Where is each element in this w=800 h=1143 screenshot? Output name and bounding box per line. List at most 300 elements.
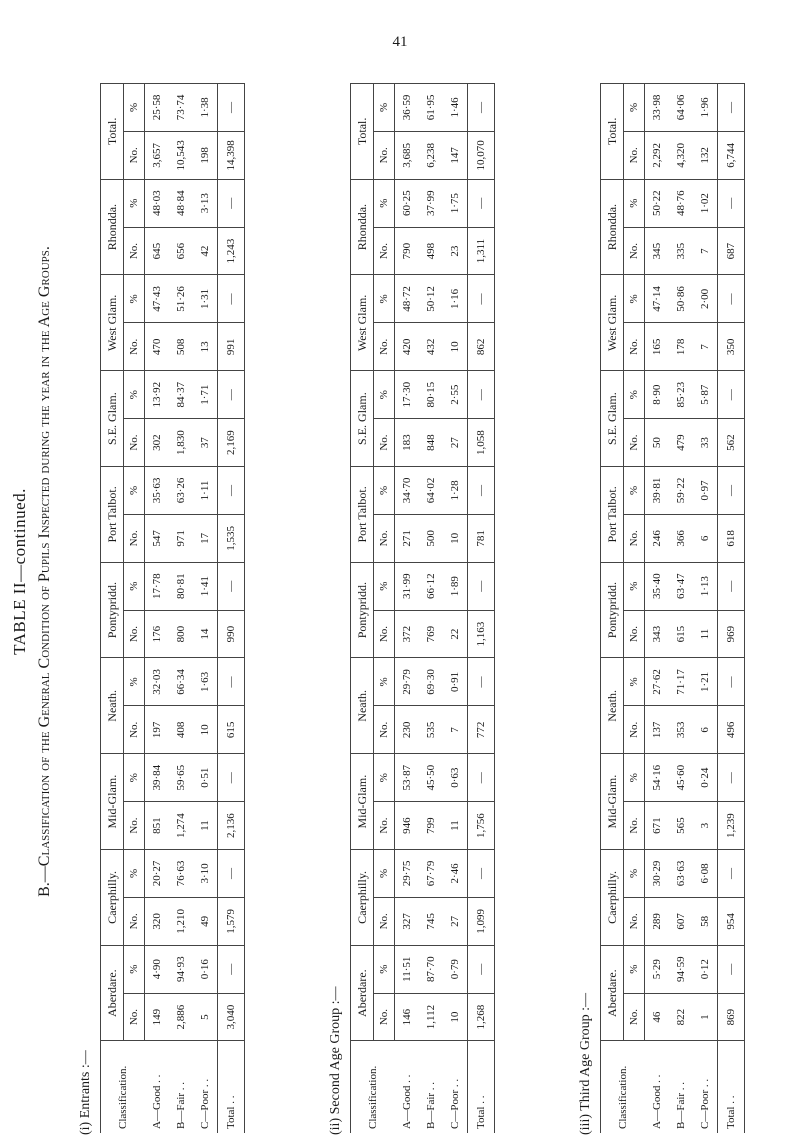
table-cell: 33·98	[645, 84, 670, 132]
table-cell: 197	[145, 706, 170, 754]
table-cell: 1,058	[468, 419, 495, 467]
row-label: C—Poor . .	[693, 1041, 718, 1133]
table-cell: 27	[443, 419, 468, 467]
table-row	[669, 84, 693, 1134]
group-header: S.E. Glam.	[351, 371, 374, 467]
percent-header: %	[624, 562, 645, 610]
table-cell: 607	[669, 897, 693, 945]
table-cell: 69·30	[419, 658, 443, 706]
table-cell: 61·95	[419, 84, 443, 132]
row-label: C—Poor . .	[193, 1041, 218, 1133]
table-cell: 1·31	[193, 275, 218, 323]
table-cell: 36·59	[395, 84, 420, 132]
table-cell: 66·12	[419, 562, 443, 610]
percent-header: %	[374, 945, 395, 993]
table-cell: 42	[193, 227, 218, 275]
table-cell: 10,543	[169, 131, 193, 179]
table-cell: —	[218, 562, 245, 610]
table-cell: —	[468, 658, 495, 706]
table-cell: 3·13	[193, 179, 218, 227]
table-cell: 4·90	[145, 945, 170, 993]
percent-header: %	[374, 562, 395, 610]
table-cell: 59·65	[169, 754, 193, 802]
group-header: Neath.	[351, 658, 374, 754]
table-cell: 1·46	[443, 84, 468, 132]
table-cell: —	[718, 467, 745, 515]
table-cell: 0·24	[693, 754, 718, 802]
table-cell: —	[718, 850, 745, 898]
table-row	[693, 84, 718, 1134]
table-cell: 14	[193, 610, 218, 658]
percent-header: %	[124, 850, 145, 898]
table-cell: —	[218, 275, 245, 323]
table-cell: 80·15	[419, 371, 443, 419]
table-cell: 547	[145, 514, 170, 562]
table-cell: 0·63	[443, 754, 468, 802]
table-cell: 20·27	[145, 850, 170, 898]
table-cell: 76·63	[169, 850, 193, 898]
no-header: No.	[124, 131, 145, 179]
table-cell: 246	[645, 514, 670, 562]
table-cell: 6	[693, 706, 718, 754]
table-cell: 343	[645, 610, 670, 658]
table-cell: 1,311	[468, 227, 495, 275]
row-label: A—Good . .	[645, 1041, 670, 1133]
table-cell: —	[468, 850, 495, 898]
table-cell: 1,210	[169, 897, 193, 945]
table-cell: 50·12	[419, 275, 443, 323]
group-header: Neath.	[601, 658, 624, 754]
table-cell: 656	[169, 227, 193, 275]
percent-header: %	[374, 658, 395, 706]
group-header: Rhondda.	[351, 179, 374, 275]
table-cell: 23	[443, 227, 468, 275]
table-cell: 1·63	[193, 658, 218, 706]
table-cell: —	[218, 467, 245, 515]
table-cell: 565	[669, 802, 693, 850]
table-cell: 54·16	[645, 754, 670, 802]
table-cell: 10	[443, 514, 468, 562]
table-cell: 198	[193, 131, 218, 179]
table-cell: —	[218, 754, 245, 802]
table-cell: 29·75	[395, 850, 420, 898]
percent-header: %	[624, 945, 645, 993]
table-cell: 1·28	[443, 467, 468, 515]
table-row	[645, 84, 670, 1134]
table-cell: 971	[169, 514, 193, 562]
group-header: Caerphilly.	[351, 850, 374, 946]
percent-header: %	[374, 84, 395, 132]
table-cell: 48·03	[145, 179, 170, 227]
table-row	[218, 84, 245, 1134]
table-cell: 327	[395, 897, 420, 945]
table-cell: 37	[193, 419, 218, 467]
condition-table	[350, 83, 495, 1133]
table-cell: 2,169	[218, 419, 245, 467]
table-cell: 954	[718, 897, 745, 945]
table-cell: 479	[669, 419, 693, 467]
no-header: No.	[374, 802, 395, 850]
table-cell: 14,398	[218, 131, 245, 179]
table-cell: —	[718, 84, 745, 132]
table-cell: 1·75	[443, 179, 468, 227]
table-cell: 176	[145, 610, 170, 658]
table-cell: 0·97	[693, 467, 718, 515]
row-label: B—Fair . .	[419, 1041, 443, 1133]
table-cell: 2,136	[218, 802, 245, 850]
table-cell: 1	[693, 993, 718, 1041]
percent-header: %	[124, 371, 145, 419]
table-row	[419, 84, 443, 1134]
group-header: Total.	[351, 84, 374, 180]
group-header: Port Talbot.	[101, 467, 124, 563]
percent-header: %	[624, 467, 645, 515]
table-cell: 353	[669, 706, 693, 754]
table-cell: 31·99	[395, 562, 420, 610]
table-cell: 45·60	[669, 754, 693, 802]
no-header: No.	[374, 419, 395, 467]
no-header: No.	[624, 610, 645, 658]
table-cell: —	[718, 275, 745, 323]
percent-header: %	[624, 371, 645, 419]
group-header: West Glam.	[101, 275, 124, 371]
table-cell: 0·51	[193, 754, 218, 802]
percent-header: %	[374, 275, 395, 323]
table-cell: 80·81	[169, 562, 193, 610]
table-cell: 6	[693, 514, 718, 562]
table-cell: —	[218, 658, 245, 706]
percent-header: %	[124, 84, 145, 132]
group-header: West Glam.	[351, 275, 374, 371]
table-cell: 645	[145, 227, 170, 275]
table-cell: 615	[218, 706, 245, 754]
table-cell: 132	[693, 131, 718, 179]
table-cell: 58	[693, 897, 718, 945]
table-cell: 94·93	[169, 945, 193, 993]
table-cell: 3	[693, 802, 718, 850]
table-cell: 17	[193, 514, 218, 562]
table-cell: —	[468, 467, 495, 515]
table-cell: 147	[443, 131, 468, 179]
table-cell: 73·74	[169, 84, 193, 132]
table-cell: —	[718, 754, 745, 802]
row-label: A—Good . .	[145, 1041, 170, 1133]
table-cell: 1,239	[718, 802, 745, 850]
percent-header: %	[124, 945, 145, 993]
no-header: No.	[374, 323, 395, 371]
row-label: A—Good . .	[395, 1041, 420, 1133]
table-cell: 1,112	[419, 993, 443, 1041]
table-cell: 2,292	[645, 131, 670, 179]
group-header: S.E. Glam.	[601, 371, 624, 467]
classification-header: Classification.	[351, 1041, 395, 1133]
table-row	[468, 84, 495, 1134]
table-row	[443, 84, 468, 1134]
table-cell: 137	[645, 706, 670, 754]
group-header: Port Talbot.	[351, 467, 374, 563]
percent-header: %	[374, 754, 395, 802]
table-cell: 3,685	[395, 131, 420, 179]
no-header: No.	[374, 897, 395, 945]
no-header: No.	[374, 514, 395, 562]
table-cell: 745	[419, 897, 443, 945]
table-cell: 289	[645, 897, 670, 945]
table-cell: 71·17	[669, 658, 693, 706]
table-cell: 29·79	[395, 658, 420, 706]
table-cell: 63·47	[669, 562, 693, 610]
table-cell: 32·03	[145, 658, 170, 706]
table-cell: 372	[395, 610, 420, 658]
table-cell: 1·41	[193, 562, 218, 610]
table-cell: 302	[145, 419, 170, 467]
table-cell: 5·87	[693, 371, 718, 419]
row-label: B—Fair . .	[669, 1041, 693, 1133]
table-cell: 0·12	[693, 945, 718, 993]
table-cell: 271	[395, 514, 420, 562]
table-cell: 1·16	[443, 275, 468, 323]
table-cell: 946	[395, 802, 420, 850]
table-cell: 1,535	[218, 514, 245, 562]
table-cell: 35·63	[145, 467, 170, 515]
group-header: S.E. Glam.	[101, 371, 124, 467]
table-cell: 183	[395, 419, 420, 467]
no-header: No.	[624, 419, 645, 467]
table-cell: 94·59	[669, 945, 693, 993]
percent-header: %	[624, 179, 645, 227]
no-header: No.	[624, 897, 645, 945]
table-cell: —	[468, 562, 495, 610]
table-cell: 2·00	[693, 275, 718, 323]
table-cell: 345	[645, 227, 670, 275]
table-cell: 63·63	[669, 850, 693, 898]
table-cell: —	[468, 371, 495, 419]
group-header: Mid-Glam.	[101, 754, 124, 850]
table-cell: 320	[145, 897, 170, 945]
table-cell: 799	[419, 802, 443, 850]
table-cell: —	[718, 562, 745, 610]
table-row	[145, 84, 170, 1134]
no-header: No.	[624, 227, 645, 275]
group-header: Total.	[601, 84, 624, 180]
group-header: Caerphilly.	[101, 850, 124, 946]
group-header: Pontypridd.	[101, 562, 124, 658]
table-cell: 0·16	[193, 945, 218, 993]
no-header: No.	[124, 323, 145, 371]
group-header: Caerphilly.	[601, 850, 624, 946]
table-cell: 1·89	[443, 562, 468, 610]
table-cell: 11	[693, 610, 718, 658]
classification-header: Classification.	[101, 1041, 145, 1133]
table-cell: 66·34	[169, 658, 193, 706]
table-cell: 851	[145, 802, 170, 850]
table-title: TABLE II—continued.	[10, 488, 29, 655]
table-cell: 165	[645, 323, 670, 371]
no-header: No.	[374, 993, 395, 1041]
row-label: Total . .	[468, 1041, 495, 1133]
table-cell: 27	[443, 897, 468, 945]
table-cell: —	[218, 945, 245, 993]
table-cell: 1,268	[468, 993, 495, 1041]
table-cell: 562	[718, 419, 745, 467]
table-cell: 178	[669, 323, 693, 371]
table-cell: —	[468, 275, 495, 323]
table-cell: 615	[669, 610, 693, 658]
table-cell: 25·58	[145, 84, 170, 132]
table-cell: 1·96	[693, 84, 718, 132]
table-cell: 1·38	[193, 84, 218, 132]
no-header: No.	[124, 993, 145, 1041]
classification-header: Classification.	[601, 1041, 645, 1133]
table-cell: 3,657	[145, 131, 170, 179]
table-cell: 0·79	[443, 945, 468, 993]
table-cell: 1,274	[169, 802, 193, 850]
group-header: Total.	[101, 84, 124, 180]
table-cell: 84·37	[169, 371, 193, 419]
table-cell: 432	[419, 323, 443, 371]
no-header: No.	[124, 897, 145, 945]
no-header: No.	[624, 993, 645, 1041]
table-cell: 37·99	[419, 179, 443, 227]
table-cell: 60·25	[395, 179, 420, 227]
table-cell: 48·76	[669, 179, 693, 227]
table-cell: 51·26	[169, 275, 193, 323]
group-header: Pontypridd.	[601, 562, 624, 658]
percent-header: %	[624, 275, 645, 323]
table-cell: 27·62	[645, 658, 670, 706]
no-header: No.	[124, 802, 145, 850]
no-header: No.	[624, 802, 645, 850]
table-cell: 39·84	[145, 754, 170, 802]
table-cell: 50·22	[645, 179, 670, 227]
table-cell: —	[718, 658, 745, 706]
row-label: B—Fair . .	[169, 1041, 193, 1133]
percent-header: %	[624, 754, 645, 802]
table-cell: 618	[718, 514, 745, 562]
row-label: C—Poor . .	[443, 1041, 468, 1133]
table-cell: 1·02	[693, 179, 718, 227]
percent-header: %	[374, 371, 395, 419]
table-cell: —	[468, 754, 495, 802]
table-cell: 1,243	[218, 227, 245, 275]
no-header: No.	[374, 706, 395, 754]
table-cell: 990	[218, 610, 245, 658]
table-cell: 969	[718, 610, 745, 658]
table-cell: 3,040	[218, 993, 245, 1041]
table-cell: 17·30	[395, 371, 420, 419]
table-cell: 335	[669, 227, 693, 275]
percent-header: %	[374, 467, 395, 515]
table-cell: 146	[395, 993, 420, 1041]
group-header: Neath.	[101, 658, 124, 754]
table-cell: 39·81	[645, 467, 670, 515]
table-cell: 53·87	[395, 754, 420, 802]
table-cell: 6·08	[693, 850, 718, 898]
table-cell: 46	[645, 993, 670, 1041]
group-header: Aberdare.	[101, 945, 124, 1041]
table-cell: —	[218, 84, 245, 132]
no-header: No.	[124, 610, 145, 658]
group-header: Rhondda.	[101, 179, 124, 275]
table-cell: 64·02	[419, 467, 443, 515]
group-header: West Glam.	[601, 275, 624, 371]
table-cell: 8·90	[645, 371, 670, 419]
no-header: No.	[624, 706, 645, 754]
table-cell: 3·10	[193, 850, 218, 898]
table-row	[718, 84, 745, 1134]
table-cell: 50	[645, 419, 670, 467]
section-label: (iii) Third Age Group :—	[578, 992, 593, 1135]
no-header: No.	[374, 610, 395, 658]
table-cell: 230	[395, 706, 420, 754]
table-cell: —	[718, 945, 745, 993]
table-cell: 47·43	[145, 275, 170, 323]
table-row	[395, 84, 420, 1134]
table-cell: —	[218, 371, 245, 419]
table-cell: 2·46	[443, 850, 468, 898]
table-cell: 496	[718, 706, 745, 754]
table-cell: 48·72	[395, 275, 420, 323]
no-header: No.	[624, 514, 645, 562]
table-cell: 420	[395, 323, 420, 371]
percent-header: %	[124, 562, 145, 610]
table-cell: 687	[718, 227, 745, 275]
table-cell: 1,579	[218, 897, 245, 945]
table-cell: 498	[419, 227, 443, 275]
table-cell: —	[218, 850, 245, 898]
table-cell: 59·22	[669, 467, 693, 515]
table-cell: 1,830	[169, 419, 193, 467]
percent-header: %	[124, 467, 145, 515]
group-header: Rhondda.	[601, 179, 624, 275]
table-cell: 63·26	[169, 467, 193, 515]
table-cell: 848	[419, 419, 443, 467]
table-cell: 5	[193, 993, 218, 1041]
table-cell: 34·70	[395, 467, 420, 515]
table-cell: 10,070	[468, 131, 495, 179]
table-cell: 6,744	[718, 131, 745, 179]
percent-header: %	[124, 754, 145, 802]
table-cell: 366	[669, 514, 693, 562]
table-cell: 4,320	[669, 131, 693, 179]
table-cell: 11	[193, 802, 218, 850]
table-cell: 11	[443, 802, 468, 850]
table-cell: 35·40	[645, 562, 670, 610]
percent-header: %	[124, 275, 145, 323]
no-header: No.	[124, 514, 145, 562]
table-cell: 800	[169, 610, 193, 658]
table-cell: 772	[468, 706, 495, 754]
no-header: No.	[124, 419, 145, 467]
table-cell: 500	[419, 514, 443, 562]
page-number: 41	[392, 34, 408, 50]
group-header: Port Talbot.	[601, 467, 624, 563]
table-cell: 149	[145, 993, 170, 1041]
table-cell: 87·70	[419, 945, 443, 993]
table-cell: 862	[468, 323, 495, 371]
condition-table	[600, 83, 745, 1133]
table-cell: 5·29	[645, 945, 670, 993]
table-cell: 47·14	[645, 275, 670, 323]
table-cell: 17·78	[145, 562, 170, 610]
table-cell: 535	[419, 706, 443, 754]
table-cell: 64·06	[669, 84, 693, 132]
table-cell: 790	[395, 227, 420, 275]
percent-header: %	[624, 850, 645, 898]
table-cell: 49	[193, 897, 218, 945]
table-cell: 991	[218, 323, 245, 371]
table-cell: 408	[169, 706, 193, 754]
no-header: No.	[624, 323, 645, 371]
